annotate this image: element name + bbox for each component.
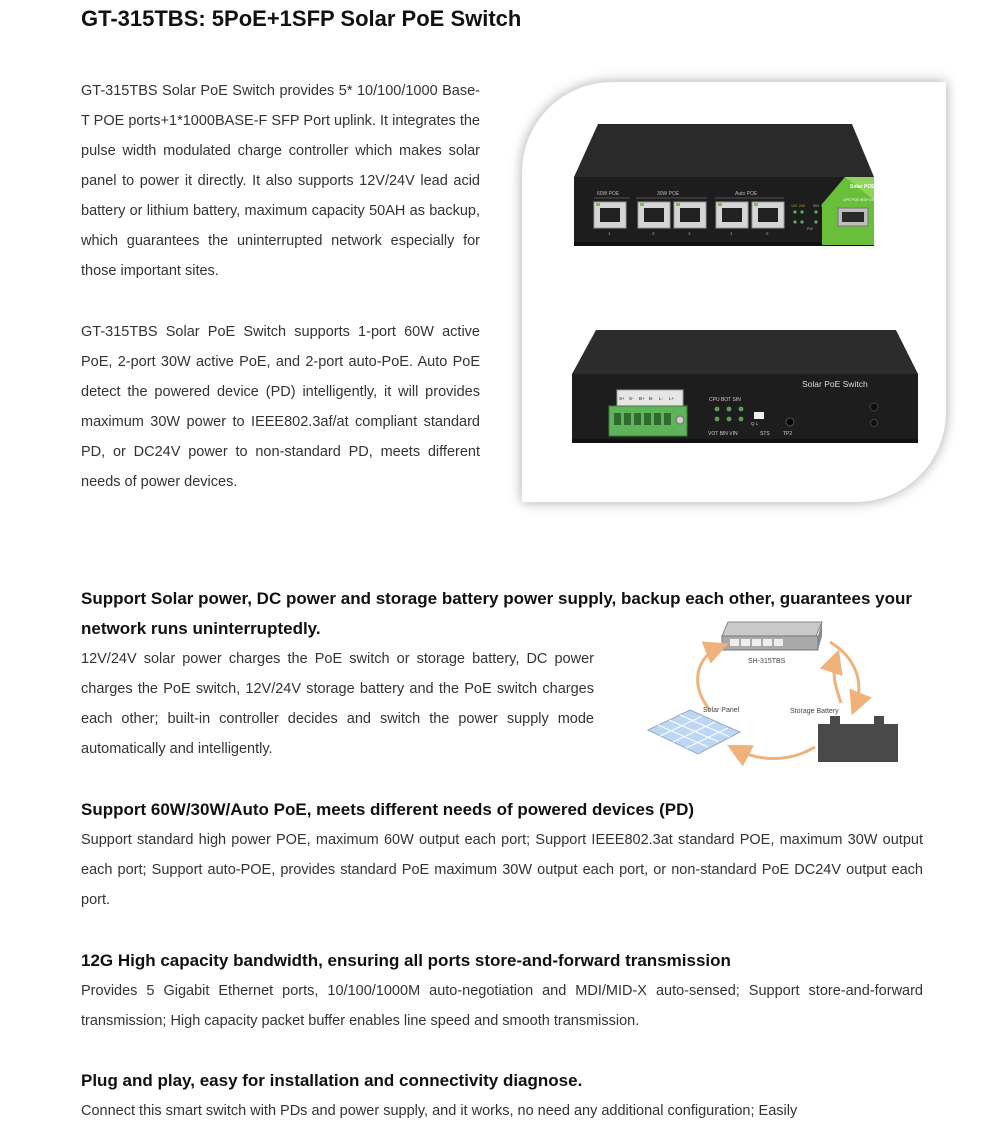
rj45-port	[716, 202, 748, 228]
sts-label: STS	[760, 431, 770, 437]
terminal-label: S+	[619, 396, 625, 401]
led-label: SIN	[813, 204, 819, 208]
product-photo-graphic	[522, 82, 946, 502]
diagram-switch-label: SH-315TBS	[748, 658, 786, 665]
diagram-solar-label: Solar Panel	[703, 707, 740, 714]
terminal-label: B+	[639, 396, 645, 401]
front-label-30w: 30W POE	[657, 191, 680, 197]
intro-paragraph-2: GT-315TBS Solar PoE Switch supports 1-port 60W active PoE, 2-port 30W active PoE, and 2-port auto-PoE. Auto PoE detect the powered device (PD) intelligently, it will provides maximum 30W power to IEEE802.3af/at compliant standard PD, or DC24V power to non-standard PD, meets different needs of power devices.	[81, 324, 480, 490]
section-heading-poe: Support 60W/30W/Auto PoE, meets different needs of powered devices (PD)	[81, 800, 695, 819]
power-cycle-diagram	[640, 612, 910, 772]
arrow-solar-to-switch	[698, 647, 720, 710]
section-body-bandwidth: Provides 5 Gigabit Ethernet ports, 10/100/1000M auto-negotiation and MDI/MID-X auto-sensed; Support store-and-forward transmission; High capacity packet buffer enables line speed and smooth transmission.	[81, 983, 923, 1029]
model-text: UPS POE 5GE+1SFP	[843, 198, 879, 202]
port-number: 4	[730, 231, 733, 236]
section-body-poe: Support standard high power POE, maximum 60W output each port; Support IEEE802.3at standard POE, maximum 30W output each port; Support auto-POE, provides standard PoE maximum 30W output each port, or non-standard PoE DC24V output each port.	[81, 832, 923, 908]
led-label: 12V	[791, 204, 798, 208]
terminal-label: L+	[669, 396, 675, 401]
tp2-label: TP2	[783, 431, 793, 437]
dip-switch	[754, 412, 764, 419]
port-number: 1	[608, 231, 611, 236]
section-body-power-supply: 12V/24V solar power charges the PoE switch or storage battery, DC power charges the PoE switch, 12V/24V storage battery and the PoE switch charges each other; built-in controller decides and switch the power supply mode automatically and intelligently.	[81, 651, 594, 757]
arrow-battery-to-switch	[834, 658, 841, 703]
battery-icon	[818, 716, 898, 762]
section-heading-bandwidth: 12G High capacity bandwidth, ensuring all ports store-and-forward transmission	[81, 951, 731, 970]
port-number: 3	[688, 231, 691, 236]
front-label-auto: Auto POE	[735, 191, 758, 197]
rj45-port	[752, 202, 784, 228]
arrow-battery-solar	[735, 747, 815, 759]
switch-back-view	[572, 330, 918, 443]
ground-screw	[870, 403, 878, 411]
back-led-label-bottom: VOT BIN VIN	[708, 431, 738, 437]
rj45-port	[674, 202, 706, 228]
terminal-label: S-	[629, 396, 634, 401]
led-label: PW	[807, 227, 813, 231]
logo-text: Solar POE Switch	[850, 184, 892, 190]
intro-paragraph-1: GT-315TBS Solar PoE Switch provides 5* 10/100/1000 Base-T POE ports+1*1000BASE-F SFP Port uplink. It integrates the pulse width modulated charge controller which makes solar panel to power it directly. It also supports 12V/24V lead acid battery or lithium battery, maximum capacity 50AH as backup, which guarantees the uninterrupted network especially for those important sites.	[81, 83, 480, 279]
section-heading-plug-and-play: Plug and play, easy for installation and connectivity diagnose.	[81, 1071, 583, 1090]
page-title: GT-315TBS: 5PoE+1SFP Solar PoE Switch	[81, 6, 522, 31]
terminal-label: B-	[649, 396, 654, 401]
port-number: 2	[652, 231, 655, 236]
product-photo	[522, 82, 946, 502]
solar-panel-icon	[648, 710, 740, 754]
section-heading-power-supply: Support Solar power, DC power and storage battery power supply, backup each other, guarantees your network runs uninterruptedly.	[81, 589, 912, 638]
front-label-60w: 60W POE	[597, 191, 620, 197]
rj45-port	[638, 202, 670, 228]
reset-hole	[786, 418, 794, 426]
terminal-label: L-	[659, 396, 664, 401]
back-label: Solar PoE Switch	[802, 379, 868, 389]
switch-icon	[722, 622, 822, 650]
diagram-battery-label: Storage Battery	[790, 708, 839, 715]
back-led-label-top: CPU BOT SIN	[709, 397, 741, 403]
port-number: 5	[766, 231, 769, 236]
led-label: 24V	[799, 204, 806, 208]
section-body-plug-and-play: Connect this smart switch with PDs and power supply, and it works, no need any additional configuration; Easily	[81, 1103, 798, 1119]
switch-front-view	[574, 124, 892, 246]
rj45-port	[594, 202, 626, 228]
dip-label: Q L	[751, 421, 759, 426]
